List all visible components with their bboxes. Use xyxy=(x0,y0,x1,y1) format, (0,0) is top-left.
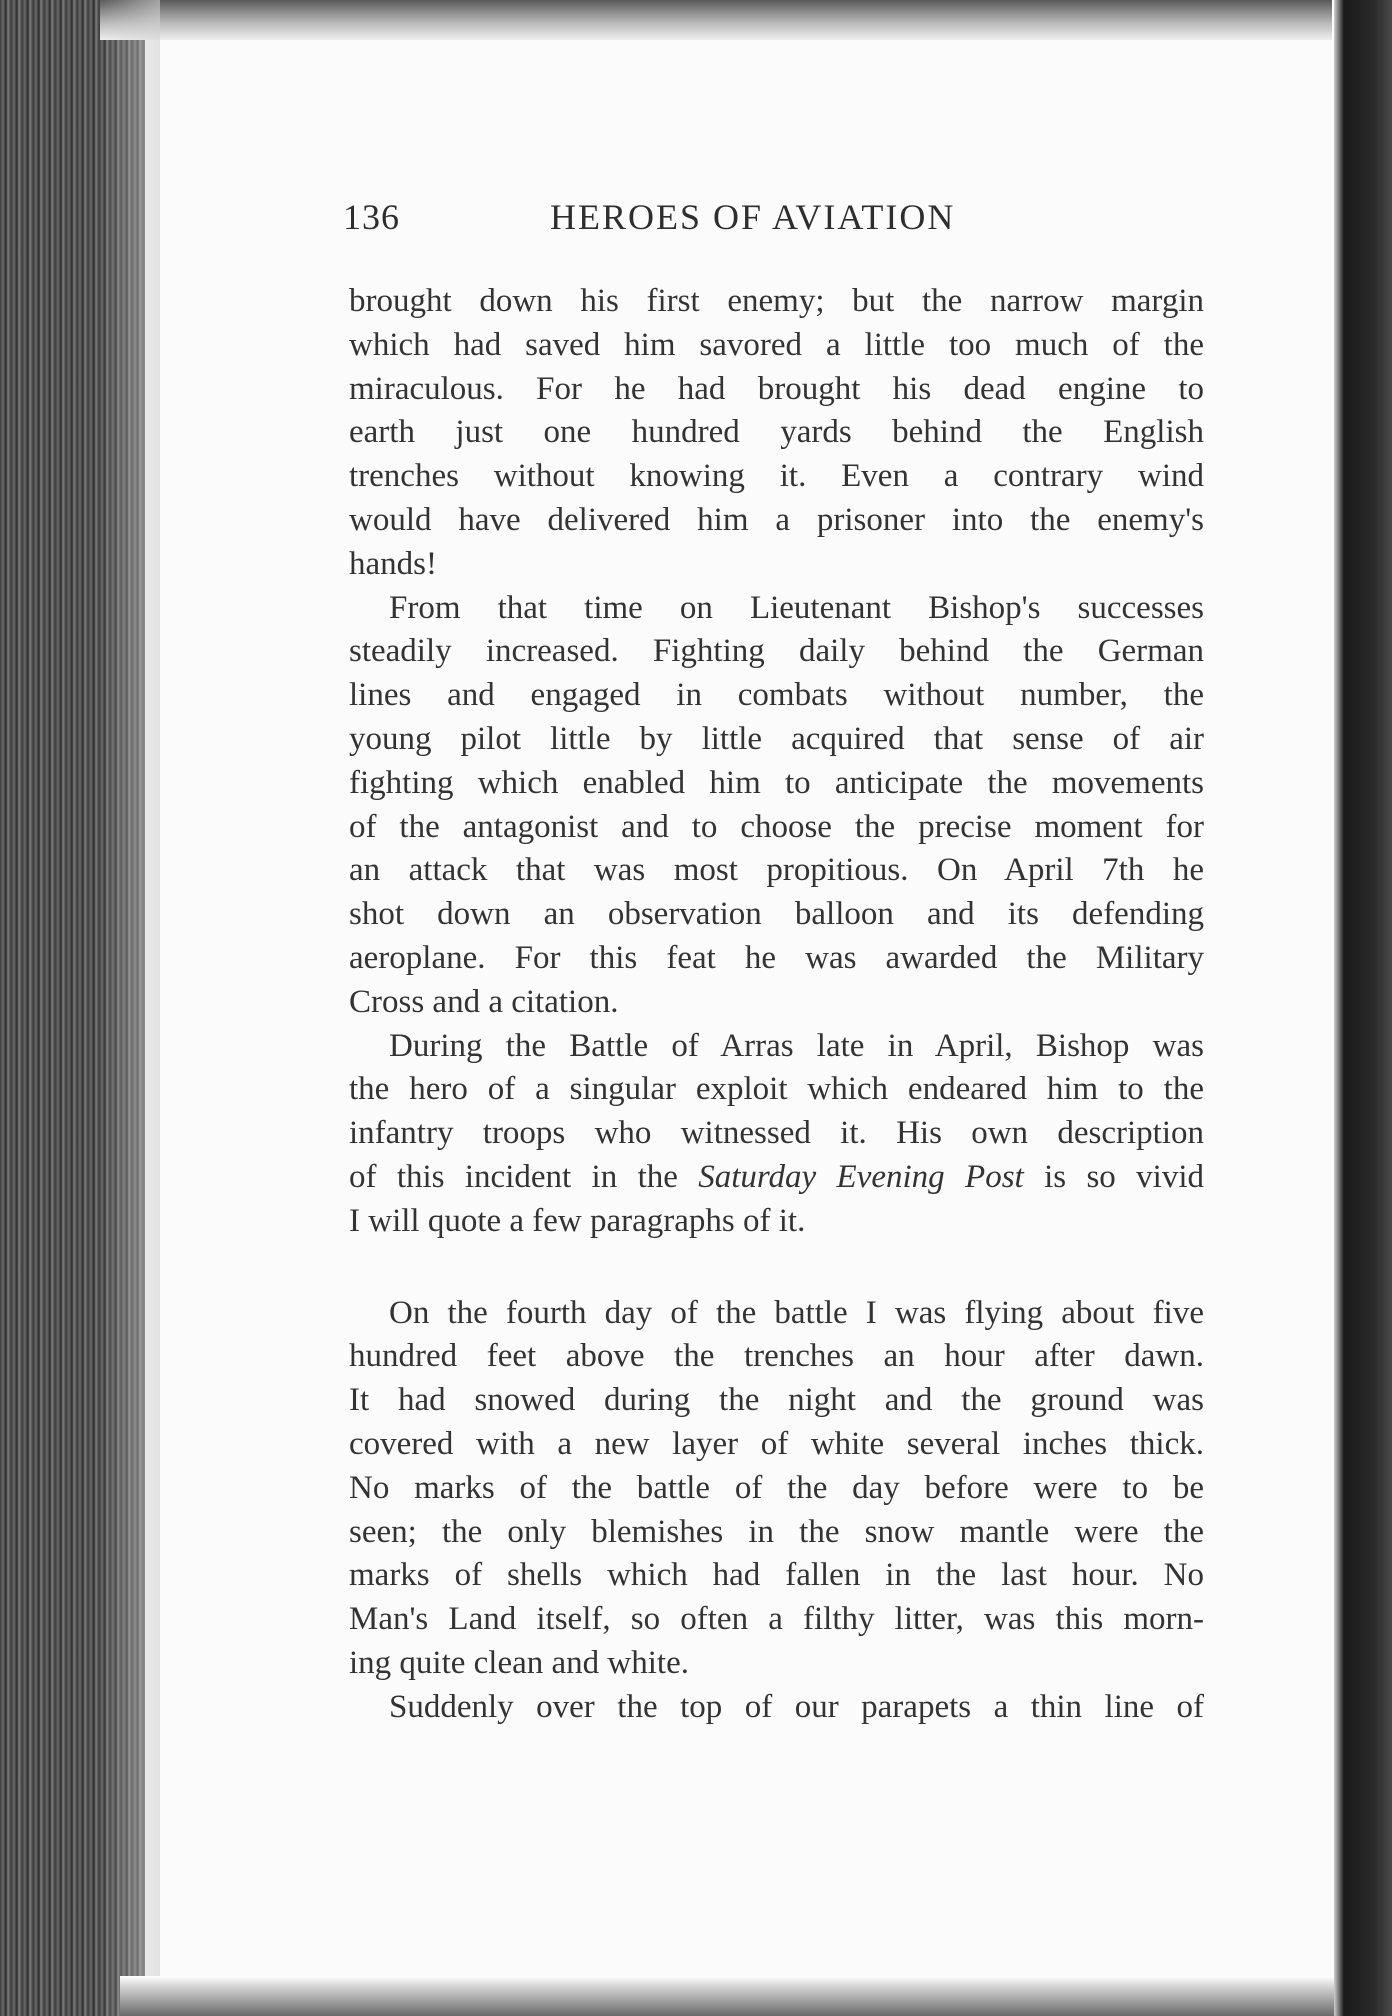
text-line: From that time on Lieutenant Bishop's successes xyxy=(389,589,1204,626)
text-line: the hero of a singular exploit which endeared him to the xyxy=(349,1071,1204,1108)
text-run: of this incident in the xyxy=(349,1158,699,1195)
text-line: hundred feet above the trenches an hour after dawn. xyxy=(349,1338,1204,1375)
text-run: is so vivid xyxy=(1023,1158,1204,1195)
text-line: marks of shells which had fallen in the last hour. No xyxy=(349,1557,1204,1594)
quoted-paragraph xyxy=(349,1686,1204,1730)
text-line: covered with a new layer of white several inches thick. xyxy=(349,1425,1204,1462)
text-line: Suddenly over the top of our parapets a thin line of xyxy=(389,1688,1204,1725)
bottom-page-shadow xyxy=(120,1976,1334,2016)
page-body xyxy=(349,280,1204,1730)
text-line: On the fourth day of the battle I was flying about five xyxy=(389,1294,1204,1331)
gutter-shade xyxy=(100,0,160,2016)
text-line: infantry troops who witnessed it. His own description xyxy=(349,1115,1204,1152)
text-line: Man's Land itself, so often a filthy litter, was this morn- xyxy=(349,1601,1204,1638)
page-header xyxy=(343,196,1203,246)
text-line: fighting which enabled him to anticipate the movements xyxy=(349,764,1204,801)
text-line: No marks of the battle of the day before were to be xyxy=(349,1469,1204,1506)
text-line: which had saved him savored a little too much of the xyxy=(349,326,1204,363)
text-line: It had snowed during the night and the ground was xyxy=(349,1382,1204,1419)
text-line: During the Battle of Arras late in April, Bishop was xyxy=(389,1027,1204,1064)
text-line: Cross and a citation. xyxy=(349,983,619,1020)
text-line: hands! xyxy=(349,545,437,582)
paragraph xyxy=(349,1025,1204,1244)
running-title: HEROES OF AVIATION xyxy=(550,197,956,237)
text-line: trenches without knowing it. Even a contrary wind xyxy=(349,458,1204,495)
text-line: brought down his first enemy; but the narrow margin xyxy=(349,283,1204,319)
paragraph xyxy=(349,587,1204,1025)
text-line: I will quote a few paragraphs of it. xyxy=(349,1202,806,1239)
text-line: of the antagonist and to choose the precise moment for xyxy=(349,808,1204,845)
book-cover-edge-right xyxy=(1334,0,1392,2016)
text-line: ing quite clean and white. xyxy=(349,1644,689,1681)
text-line: seen; the only blemishes in the snow mantle were the xyxy=(349,1513,1204,1550)
top-page-shadow xyxy=(100,0,1332,40)
section-gap xyxy=(349,1244,1204,1292)
text-line: shot down an observation balloon and its defending xyxy=(349,896,1204,933)
text-line: would have delivered him a prisoner into the enemy's xyxy=(349,501,1204,538)
page-number: 136 xyxy=(343,197,400,237)
paragraph xyxy=(349,280,1204,587)
publication-title: Saturday Evening Post xyxy=(698,1158,1024,1195)
text-line: young pilot little by little acquired that sense of air xyxy=(349,720,1204,757)
text-line: aeroplane. For this feat he was awarded the Military xyxy=(349,939,1204,976)
text-line: miraculous. For he had brought his dead engine to xyxy=(349,370,1204,407)
text-line: earth just one hundred yards behind the English xyxy=(349,414,1204,451)
quoted-paragraph xyxy=(349,1292,1204,1686)
text-line xyxy=(349,1156,1204,1200)
text-line: an attack that was most propitious. On April 7th he xyxy=(349,852,1204,889)
text-line: lines and engaged in combats without number, the xyxy=(349,677,1204,714)
text-line: steadily increased. Fighting daily behind the German xyxy=(349,633,1204,670)
